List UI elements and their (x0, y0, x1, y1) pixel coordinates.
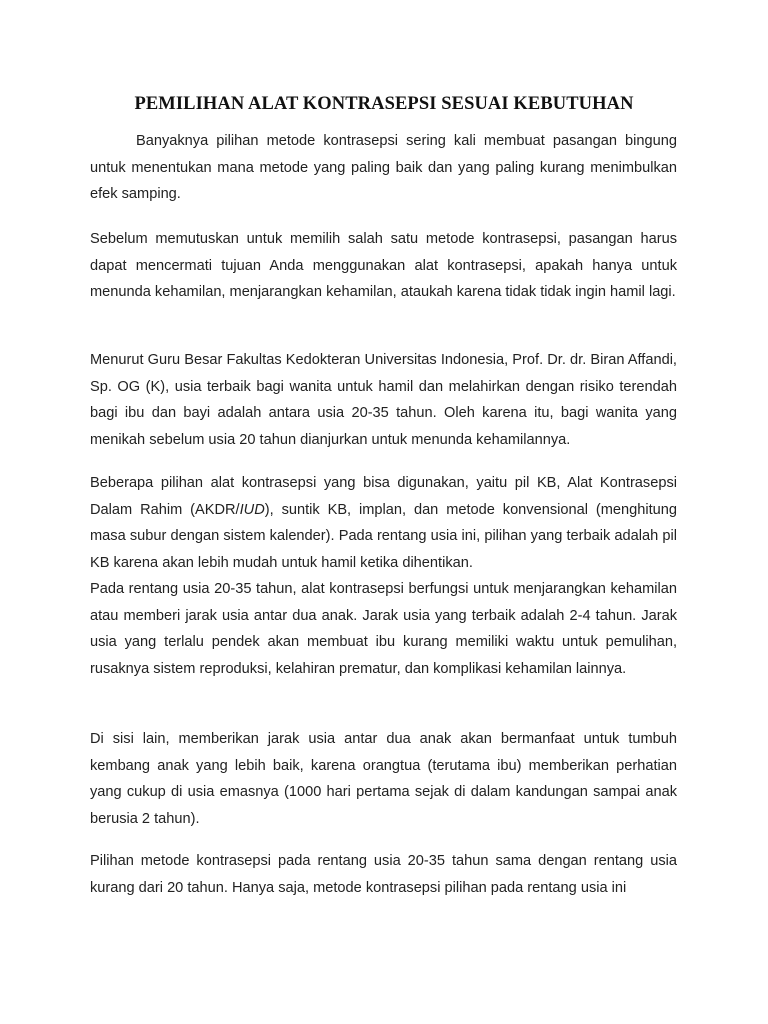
paragraph-text-italic: IUD (239, 501, 265, 518)
paragraph-6 (90, 726, 677, 832)
document-title: PEMILIHAN ALAT KONTRASEPSI SESUAI KEBUTUHAN (134, 94, 634, 114)
paragraph-text-after: ), suntik KB, implan, dan metode konvensional (menghitung masa subur dengan sistem kalender). Pada rentang usia ini, pilihan yang terbaik adalah pil KB karena akan lebih mudah untuk hamil ketika dihentikan. (90, 501, 677, 571)
paragraph-text: Pilihan metode kontrasepsi pada rentang usia 20-35 tahun sama dengan rentang usia kurang dari 20 tahun. Hanya saja, metode kontrasepsi pilihan pada rentang usia ini (90, 853, 677, 896)
paragraph-3 (90, 347, 677, 453)
paragraph-7 (90, 848, 677, 901)
paragraph-text: Menurut Guru Besar Fakultas Kedokteran Universitas Indonesia, Prof. Dr. dr. Biran Affandi, Sp. OG (K), usia terbaik bagi wanita untuk hamil dan melahirkan dengan risiko terendah bagi ibu dan bayi adalah antara usia 20-35 tahun. Oleh karena itu, bagi wanita yang menikah sebelum usia 20 tahun dianjurkan untuk menunda kehamilannya. (90, 352, 677, 448)
paragraph-text-before: Beberapa pilihan alat kontrasepsi yang bisa digunakan, yaitu pil KB, Alat Kontrasepsi Dalam Rahim (AKDR/ (90, 475, 677, 518)
paragraph-text: Di sisi lain, memberikan jarak usia antar dua anak akan bermanfaat untuk tumbuh kembang anak yang lebih baik, karena orangtua (terutama ibu) memberikan perhatian yang cukup di usia emasnya (1000 hari pertama sejak di dalam kandungan sampai anak berusia 2 tahun). (90, 731, 677, 827)
paragraph-text (90, 470, 677, 576)
paragraph-2 (90, 226, 677, 306)
paragraph-1 (90, 128, 677, 208)
paragraph-text: Banyaknya pilihan metode kontrasepsi sering kali membuat pasangan bingung untuk menentukan mana metode yang paling baik dan yang paling kurang menimbulkan efek samping. (90, 133, 677, 202)
paragraph-4 (90, 470, 677, 576)
paragraph-text: Pada rentang usia 20-35 tahun, alat kontrasepsi berfungsi untuk menjarangkan kehamilan atau memberi jarak usia antar dua anak. Jarak usia yang terbaik adalah 2-4 tahun. Jarak usia yang terlalu pendek akan membuat ibu kurang memiliki waktu untuk pemulihan, rusaknya sistem reproduksi, kelahiran prematur, dan komplikasi kehamilan lainnya. (90, 581, 677, 677)
paragraph-5 (90, 576, 677, 682)
paragraph-text: Sebelum memutuskan untuk memilih salah satu metode kontrasepsi, pasangan harus dapat mencermati tujuan Anda menggunakan alat kontrasepsi, apakah hanya untuk menunda kehamilan, menjarangkan kehamilan, ataukah karena tidak tidak ingin hamil lagi. (90, 231, 677, 300)
